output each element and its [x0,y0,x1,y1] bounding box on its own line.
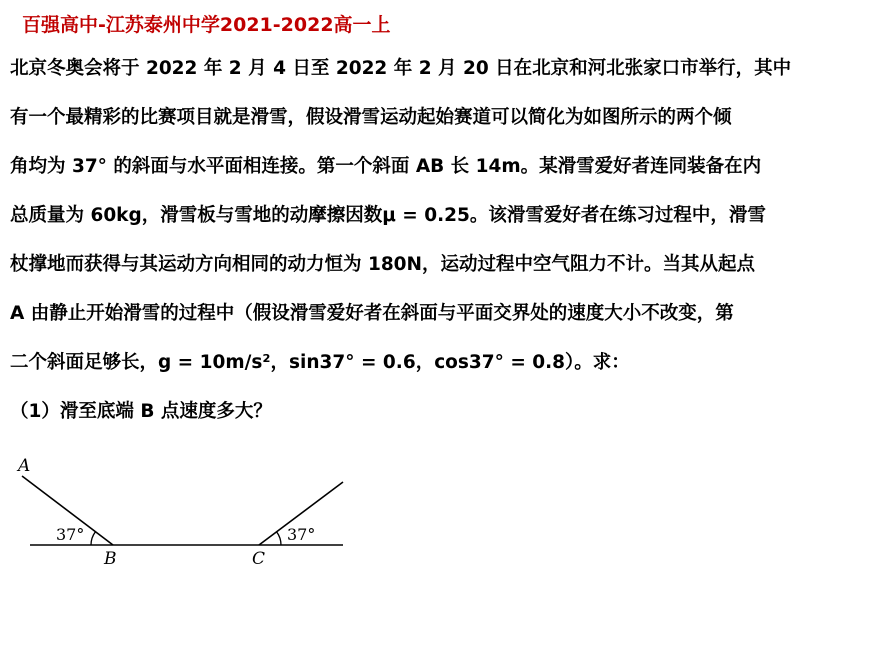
problem-line: 杖撑地而获得与其运动方向相同的动力恒为 180N，运动过程中空气阻力不计。当其从起点 [10,254,756,275]
problem-line: 二个斜面足够长，g = 10m/s²，sin37° = 0.6，cos37° = 0.8）。求： [10,352,630,373]
problem-line: 总质量为 60kg，滑雪板与雪地的动摩擦因数μ = 0.25。该滑雪爱好者在练习过程中，滑雪 [10,205,766,226]
point-c-label: C [252,549,266,569]
problem-line: 有一个最精彩的比赛项目就是滑雪，假设滑雪运动起始赛道可以简化为如图所示的两个倾 [10,107,732,128]
angle-label-left: 37° [56,525,85,544]
problem-line: 角均为 37° 的斜面与水平面相连接。第一个斜面 AB 长 14m。某滑雪爱好者连同装备在内 [10,156,762,177]
point-a-label: A [18,456,31,476]
angle-arc-c [277,532,281,545]
problem-line: 北京冬奥会将于 2022 年 2 月 4 日至 2022 年 2 月 20 日在北京和河北张家口市举行，其中 [10,58,792,79]
point-b-label: B [104,549,117,569]
problem-line: A 由静止开始滑雪的过程中（假设滑雪爱好者在斜面与平面交界处的速度大小不改变，第 [10,303,734,324]
problem-text [10,53,880,445]
source-title: 百强高中-江苏泰州中学2021-2022高一上 [22,14,391,36]
question-line: （1）滑至底端 B 点速度多大？ [10,401,272,422]
angle-arc-b [91,532,95,545]
slope-diagram [0,440,891,580]
angle-label-right: 37° [287,525,316,544]
